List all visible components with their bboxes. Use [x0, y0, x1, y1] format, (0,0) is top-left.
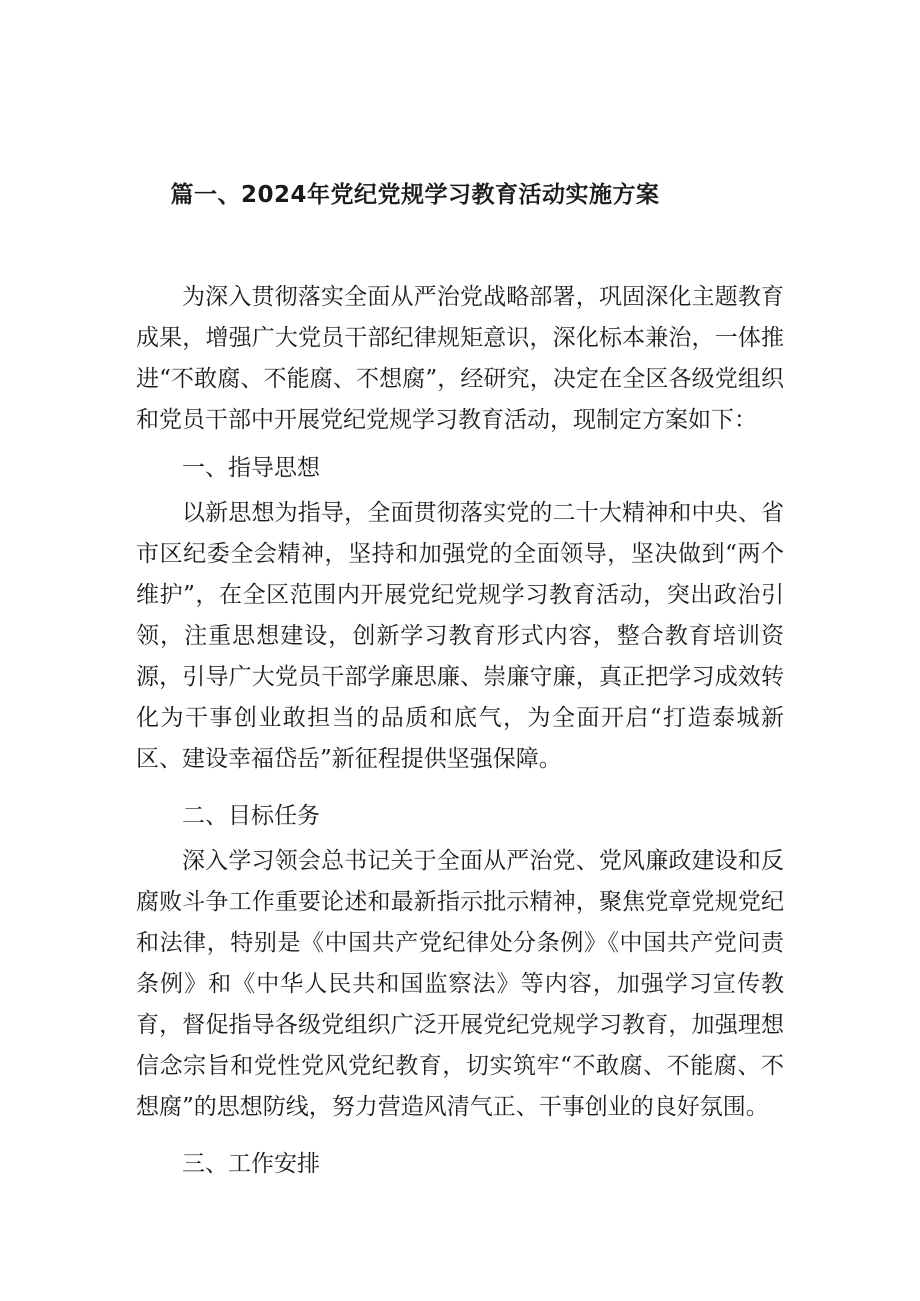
section-heading-guiding-ideology: 一、指导思想 [182, 455, 320, 481]
section-body-goals-tasks [136, 841, 784, 1128]
section-paragraph: 深入学习领会总书记关于全面从严治党、党风廉政建设和反腐败斗争工作重要论述和最新指示批示精神，聚焦党章党规党纪和法律，特别是《中国共产党纪律处分条例》《中国共产党问责条例》和《中华人民共和国监察法》等内容，加强学习宣传教育，督促指导各级党组织广泛开展党纪党规学习教育，加强理想信念宗旨和党性党风党纪教育，切实筑牢“不敢腐、不能腐、不想腐”的思想防线，努力营造风清气正、干事创业的良好氛围。 [136, 848, 784, 1120]
intro-block [136, 277, 784, 441]
document-title: 篇一、2024年党纪党规学习教育活动实施方案 [170, 182, 660, 208]
section-heading-goals-tasks: 二、目标任务 [182, 803, 320, 829]
intro-paragraph: 为深入贯彻落实全面从严治党战略部署，巩固深化主题教育成果，增强广大党员干部纪律规矩意识，深化标本兼治，一体推进“不敢腐、不能腐、不想腐”，经研究，决定在全区各级党组织和党员干部中开展党纪党规学习教育活动，现制定方案如下： [136, 284, 784, 433]
section-body-guiding-ideology [136, 493, 784, 780]
section-paragraph: 以新思想为指导，全面贯彻落实党的二十大精神和中央、省市区纪委全会精神，坚持和加强党的全面领导，坚决做到“两个维护”，在全区范围内开展党纪党规学习教育活动，突出政治引领，注重思想建设，创新学习教育形式内容，整合教育培训资源，引导广大党员干部学廉思廉、崇廉守廉，真正把学习成效转化为干事创业敢担当的品质和底气，为全面开启“打造泰城新区、建设幸福岱岳”新征程提供坚强保障。 [136, 500, 784, 772]
section-heading-work-arrangement: 三、工作安排 [182, 1151, 320, 1177]
